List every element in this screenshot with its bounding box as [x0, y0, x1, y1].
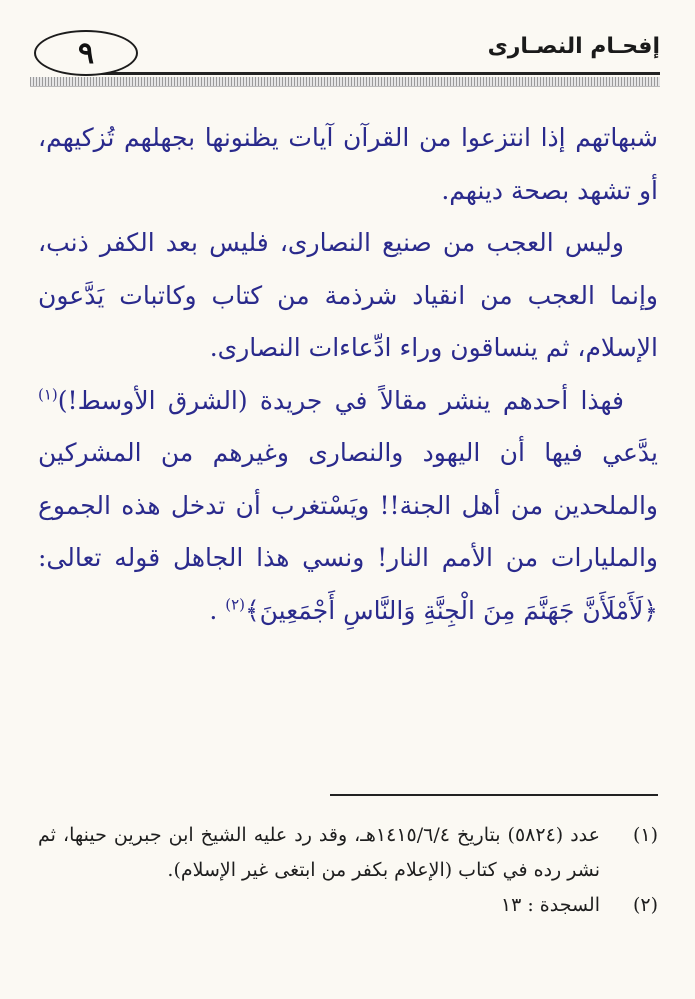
footnote-ref-1[interactable]: (١): [38, 385, 58, 404]
footnote-text: السجدة : ١٣: [500, 894, 600, 916]
page-number: ٩: [34, 30, 138, 76]
paragraph-3-end: .: [209, 595, 218, 625]
footnote-number: (٢): [632, 894, 658, 916]
footnote-text: عدد (٥٨٢٤) بتاريخ ١٤١٥/٦/٤هـ، وقد رد عليه الشيخ ابن جبرين حينها، ثم نشر رده في كتاب (الإعلام بكفر من ابتغى غير الإسلام).: [38, 824, 600, 881]
paragraph-3-part-2: يدَّعي فيها أن اليهود والنصارى وغيرهم من المشركين والملحدين من أهل الجنة!! ويَسْتغرب أن تدخل هذه الجموع والمليارات من الأمم النار! ونسي هذا الجاهل قوله تعالى: ﴿لَأَمْلَأَنَّ جَهَنَّمَ مِنَ الْجِنَّةِ وَالنَّاسِ أَجْمَعِينَ﴾: [38, 438, 658, 625]
running-title: إفحـام النصـارى: [487, 34, 660, 59]
paragraph-3-part-1: فهذا أحدهم ينشر مقالاً في جريدة (الشرق الأوسط!): [57, 385, 624, 415]
header-decorative-band: [30, 77, 660, 87]
main-text: [38, 112, 658, 637]
paragraph-1: شبهاتهم إذا انتزعوا من القرآن آيات يظنونها بجهلهم تُزكيهم، أو تشهد بصحة دينهم.: [38, 123, 658, 205]
footnote-number: (١): [632, 824, 658, 846]
paragraph-3: [38, 375, 658, 638]
header-rule: [90, 72, 660, 75]
footnotes: [38, 818, 658, 923]
paragraph-2: وليس العجب من صنيع النصارى، فليس بعد الكفر ذنب، وإنما العجب من انقياد شرذمة من كتاب وكاتبات يَدَّعون الإسلام، ثم ينساقون وراء ادِّعاءات النصارى.: [38, 228, 658, 362]
page-header: [30, 28, 660, 88]
footnote-2: [38, 888, 658, 923]
footnote-ref-2[interactable]: (٢): [225, 595, 245, 614]
footnote-divider: [330, 794, 658, 796]
footnote-1: [38, 818, 658, 888]
